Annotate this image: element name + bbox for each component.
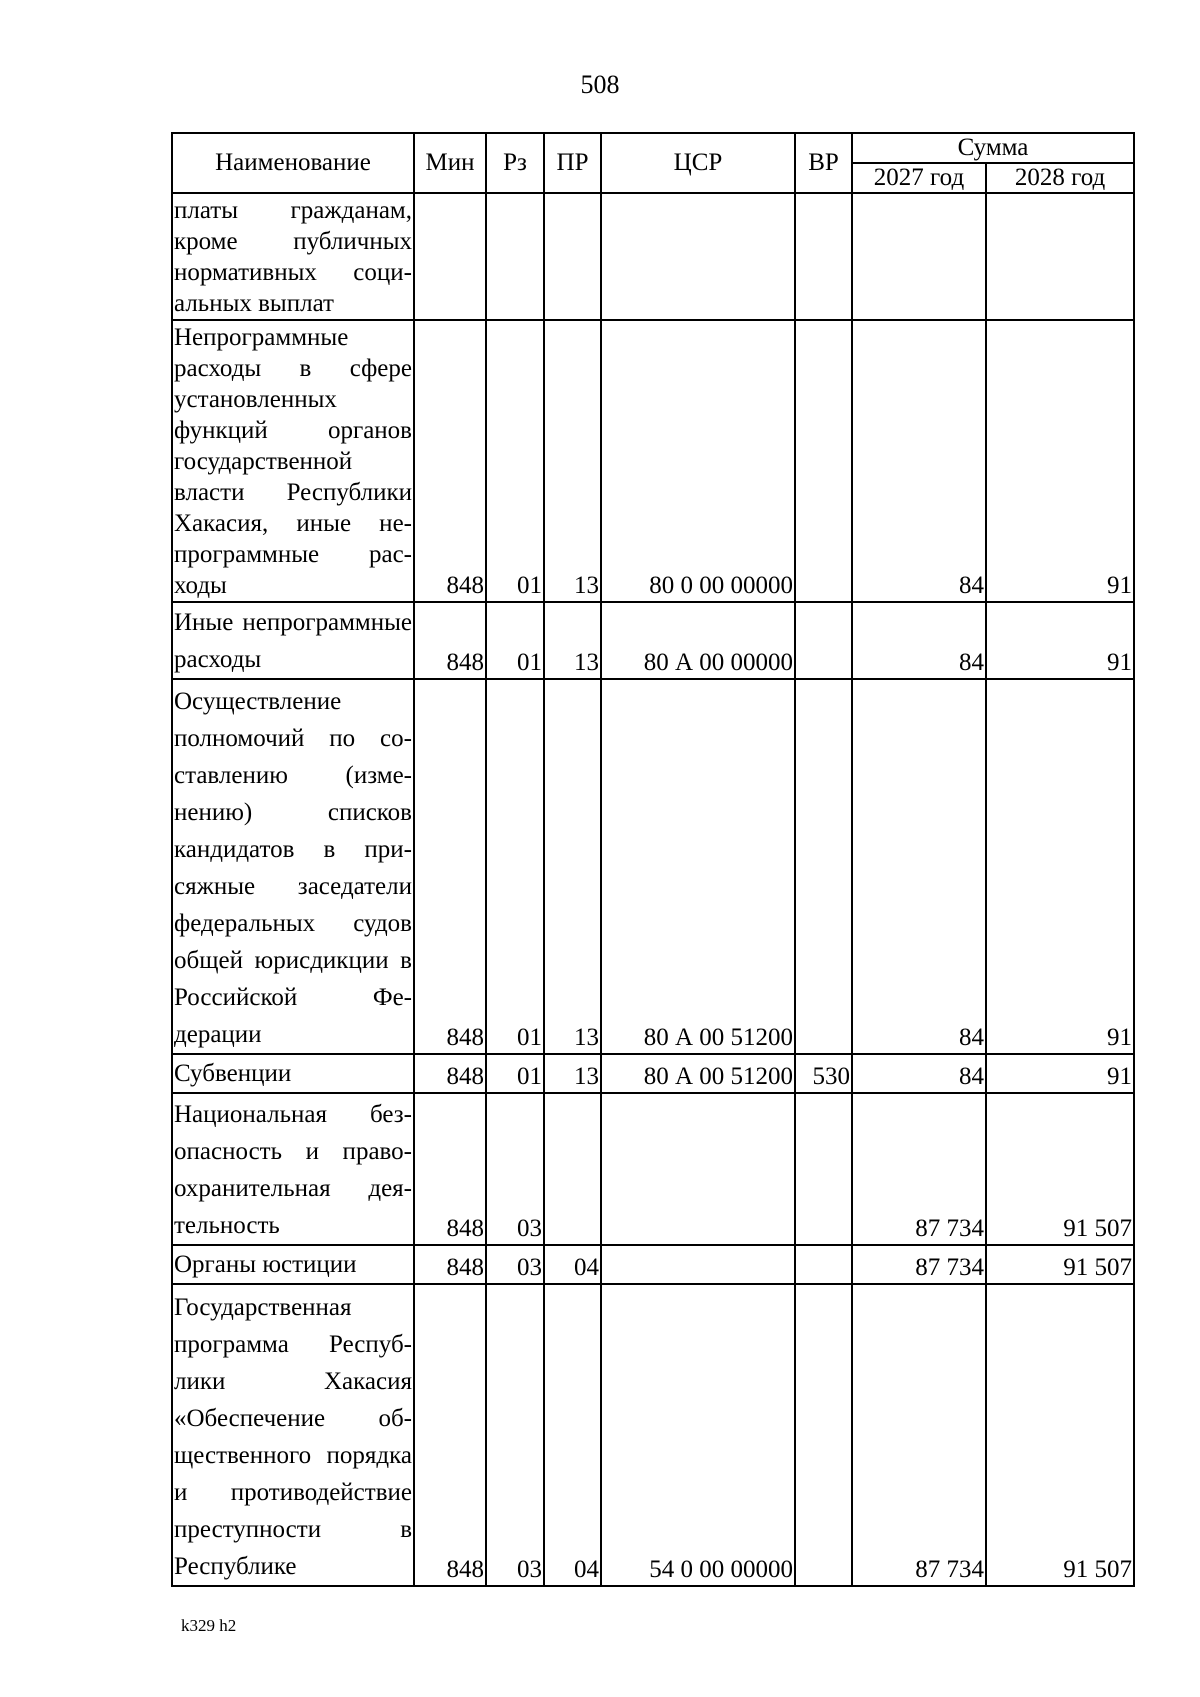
- row-min: 848: [414, 320, 486, 602]
- row-name: Непрограммные расходы в сфере установленных функций органов государственной власти Республики Хакасия, иные непрограммные расходы: [172, 320, 414, 602]
- row-name: Субвенции: [172, 1054, 414, 1093]
- row-pr: 13: [544, 320, 601, 602]
- row-rz: 03: [486, 1245, 544, 1284]
- header-year-2027: 2027 год: [852, 163, 986, 193]
- row-sum-2027: 87 734: [852, 1093, 986, 1245]
- row-csr: [601, 193, 795, 320]
- row-min: 848: [414, 679, 486, 1054]
- header-vr: ВР: [795, 133, 852, 193]
- row-sum-2027: 84: [852, 602, 986, 679]
- row-name: Осуществление полномочий по составлению (изменению) списков кандидатов в присяжные заседатели федеральных судов общей юрисдикции в Российской Федерации: [172, 679, 414, 1054]
- row-rz: 01: [486, 602, 544, 679]
- row-vr: 530: [795, 1054, 852, 1093]
- row-min: 848: [414, 1093, 486, 1245]
- document-code: k329 h2: [181, 1616, 237, 1635]
- table-row: [172, 193, 1134, 320]
- row-csr: 54 0 00 00000: [601, 1284, 795, 1586]
- row-rz: 01: [486, 679, 544, 1054]
- row-min: [414, 193, 486, 320]
- row-sum-2027: 84: [852, 320, 986, 602]
- header-rz: Рз: [486, 133, 544, 193]
- row-csr: 80 А 00 51200: [601, 1054, 795, 1093]
- table-row: [172, 679, 1134, 1054]
- row-csr: 80 А 00 00000: [601, 602, 795, 679]
- header-sum: Сумма: [852, 133, 1134, 163]
- row-rz: 03: [486, 1284, 544, 1586]
- table-row: [172, 1054, 1134, 1093]
- row-sum-2028: 91: [986, 320, 1134, 602]
- row-csr: 80 А 00 51200: [601, 679, 795, 1054]
- row-csr: [601, 1093, 795, 1245]
- row-sum-2028: 91: [986, 602, 1134, 679]
- row-rz: 01: [486, 320, 544, 602]
- row-csr: [601, 1245, 795, 1284]
- row-pr: 04: [544, 1284, 601, 1586]
- row-csr: 80 0 00 00000: [601, 320, 795, 602]
- row-vr: [795, 1093, 852, 1245]
- row-vr: [795, 1245, 852, 1284]
- row-vr: [795, 602, 852, 679]
- row-sum-2028: 91 507: [986, 1245, 1134, 1284]
- row-name: платы гражданам, кроме публичных нормативных социальных выплат: [172, 193, 414, 320]
- budget-table: [171, 132, 1135, 1587]
- row-name: Государственная программа Республики Хакасия «Обеспечение общественного порядка и противодействие преступности в Республике: [172, 1284, 414, 1586]
- row-pr: 13: [544, 1054, 601, 1093]
- table-row: [172, 602, 1134, 679]
- row-sum-2027: 84: [852, 679, 986, 1054]
- row-vr: [795, 1284, 852, 1586]
- row-sum-2028: 91: [986, 1054, 1134, 1093]
- row-sum-2027: 84: [852, 1054, 986, 1093]
- row-sum-2028: [986, 193, 1134, 320]
- row-sum-2028: 91 507: [986, 1284, 1134, 1586]
- header-min: Мин: [414, 133, 486, 193]
- page-number: 508: [580, 70, 620, 99]
- table-row: [172, 1245, 1134, 1284]
- row-rz: 03: [486, 1093, 544, 1245]
- row-rz: [486, 193, 544, 320]
- header-pr: ПР: [544, 133, 601, 193]
- row-sum-2028: 91: [986, 679, 1134, 1054]
- header-year-2028: 2028 год: [986, 163, 1134, 193]
- row-pr: 13: [544, 679, 601, 1054]
- row-pr: [544, 193, 601, 320]
- row-name: Органы юстиции: [172, 1245, 414, 1284]
- row-vr: [795, 320, 852, 602]
- row-vr: [795, 193, 852, 320]
- table-row: [172, 1093, 1134, 1245]
- row-sum-2027: 87 734: [852, 1284, 986, 1586]
- row-min: 848: [414, 1054, 486, 1093]
- row-pr: 13: [544, 602, 601, 679]
- row-name: Национальная безопасность и правоохранительная деятельность: [172, 1093, 414, 1245]
- row-pr: [544, 1093, 601, 1245]
- row-min: 848: [414, 1245, 486, 1284]
- row-rz: 01: [486, 1054, 544, 1093]
- row-name: Иные непрограммные расходы: [172, 602, 414, 679]
- row-sum-2027: [852, 193, 986, 320]
- row-vr: [795, 679, 852, 1054]
- row-sum-2028: 91 507: [986, 1093, 1134, 1245]
- table-row: [172, 320, 1134, 602]
- row-min: 848: [414, 1284, 486, 1586]
- row-pr: 04: [544, 1245, 601, 1284]
- table-row: [172, 1284, 1134, 1586]
- row-sum-2027: 87 734: [852, 1245, 986, 1284]
- header-csr: ЦСР: [601, 133, 795, 193]
- header-name: Наименование: [172, 133, 414, 193]
- row-min: 848: [414, 602, 486, 679]
